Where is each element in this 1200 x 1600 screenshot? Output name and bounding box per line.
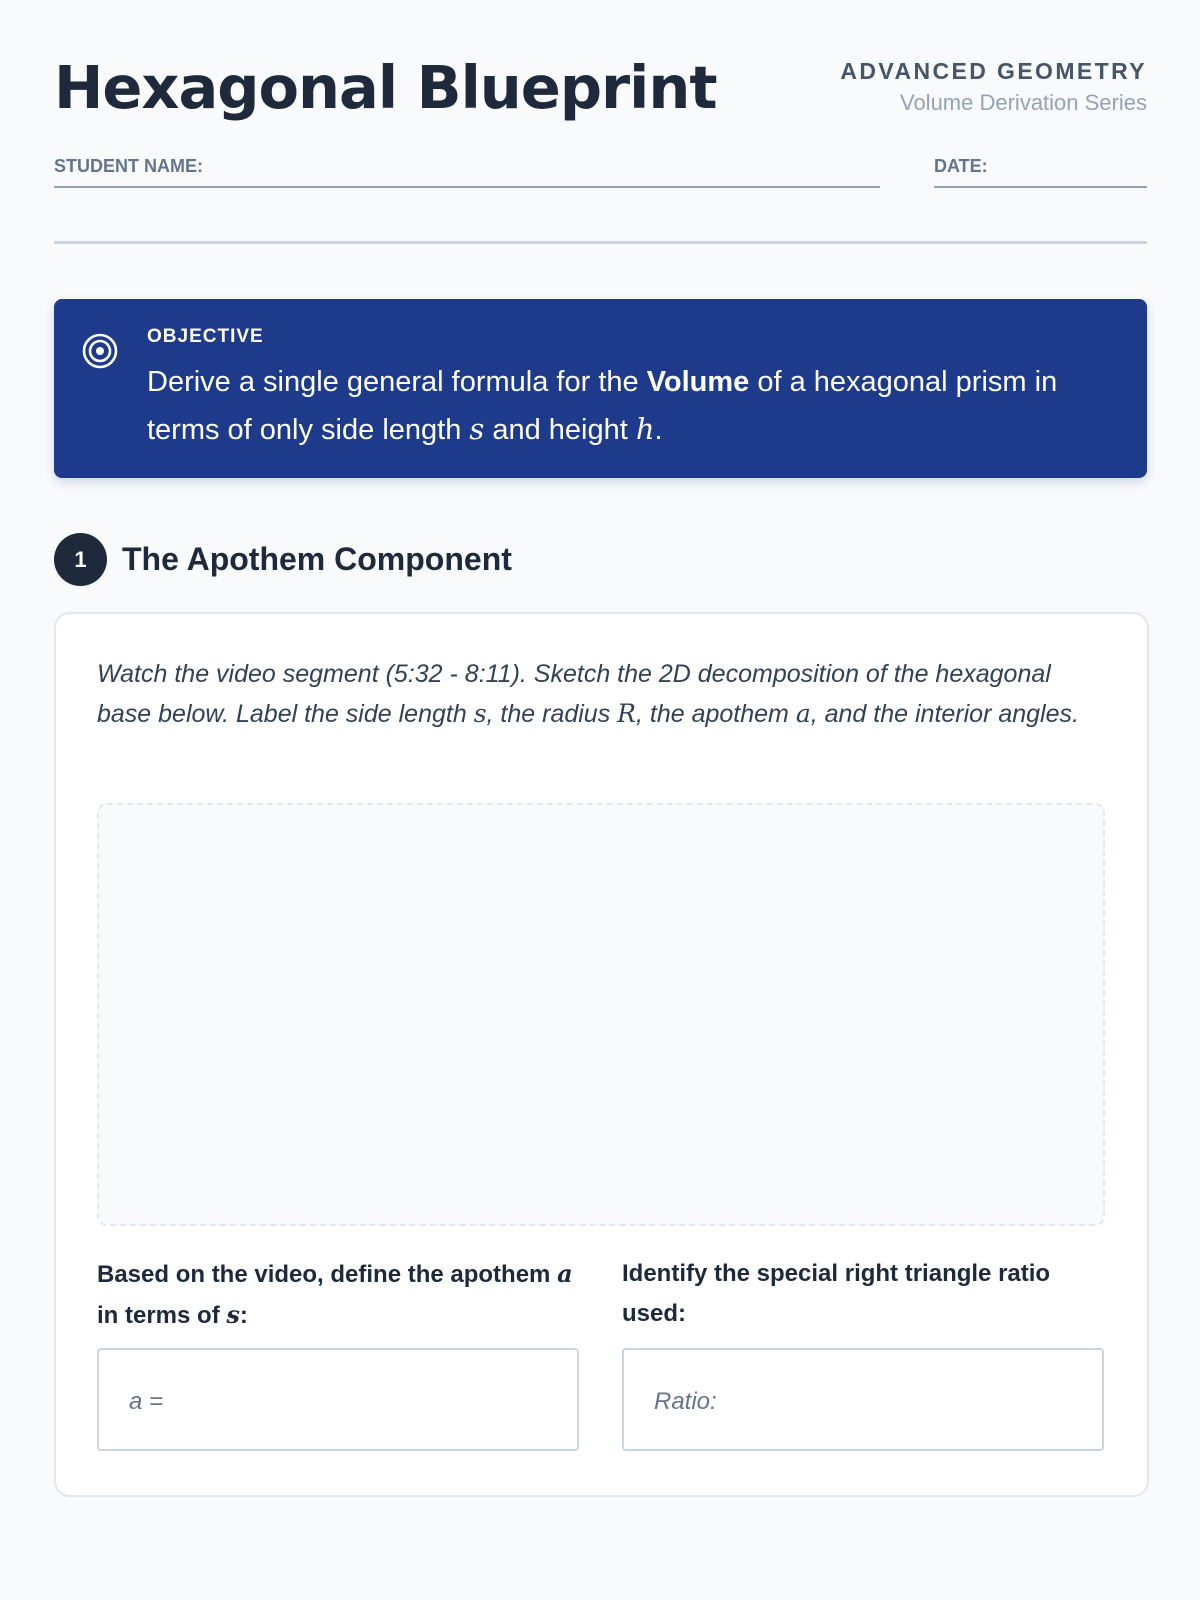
apothem-question: Based on the video, define the apothem a in terms of s: (97, 1259, 573, 1329)
step-number-badge: 1 (54, 533, 107, 586)
sketch-area[interactable] (97, 803, 1105, 1226)
objective-banner (54, 299, 1147, 478)
instructions-text: Watch the video segment (5:32 - 8:11). Sketch the 2D decomposition of the hexagonal base below. Label the side length s, the radius R, the apothem a, and the interior angles. (97, 660, 1079, 728)
objective-text: Derive a single general formula for the Volume of a hexagonal prism in terms of only side length s and height h. (147, 366, 1058, 446)
apothem-placeholder: a = (129, 1388, 164, 1415)
objective-emphasis: Volume (646, 366, 750, 398)
target-icon (81, 332, 119, 370)
date-label: DATE: (934, 156, 988, 176)
section-title: The Apothem Component (122, 541, 512, 577)
ratio-question: Identify the special right triangle ratio used: (622, 1260, 1051, 1327)
page-title: Hexagonal Blueprint (54, 53, 717, 122)
student-fields (54, 152, 1147, 188)
course-label: ADVANCED GEOMETRY (840, 58, 1147, 84)
var-h: h (635, 412, 655, 446)
student-name-field[interactable] (54, 152, 880, 188)
var-s: s (469, 412, 485, 446)
ratio-placeholder: Ratio: (654, 1388, 717, 1415)
ratio-answer-field[interactable] (622, 1348, 1104, 1451)
apothem-answer-field[interactable] (97, 1348, 579, 1451)
series-info (840, 56, 1147, 118)
series-label: Volume Derivation Series (899, 90, 1147, 115)
header-divider (54, 241, 1147, 244)
date-field[interactable] (934, 152, 1147, 188)
activity-card (54, 612, 1149, 1497)
student-name-label: STUDENT NAME: (54, 156, 203, 176)
objective-label: OBJECTIVE (147, 326, 264, 347)
